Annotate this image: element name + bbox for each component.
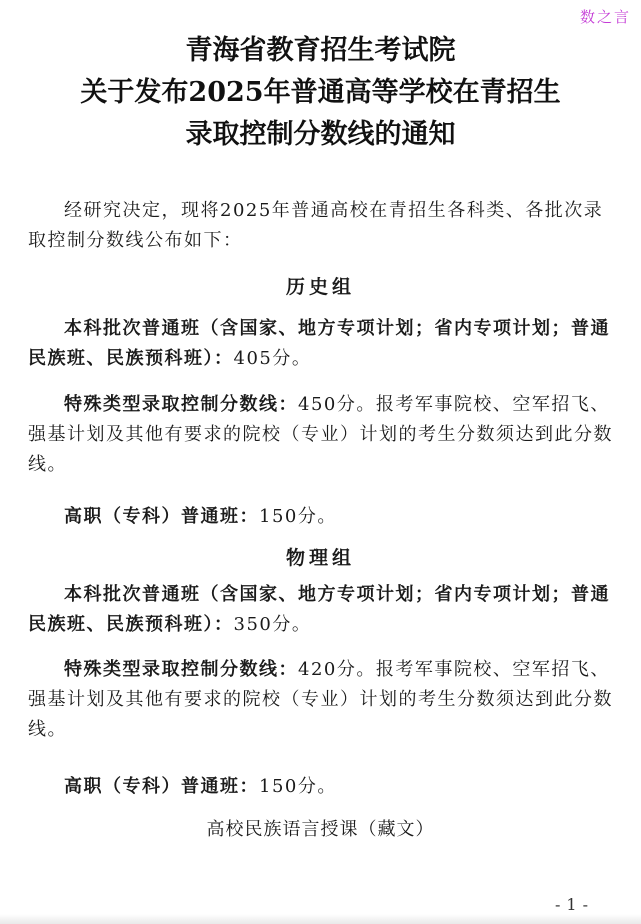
history-undergrad-paragraph <box>28 314 616 374</box>
physics-special-label: 特殊类型录取控制分数线： <box>64 659 298 680</box>
history-vocational-label: 高职（专科）普通班： <box>64 506 259 527</box>
history-group-heading: 历史组 <box>285 276 355 298</box>
physics-group-heading: 物理组 <box>285 547 355 569</box>
physics-special-paragraph <box>28 655 616 745</box>
physics-vocational-label: 高职（专科）普通班： <box>64 776 259 797</box>
physics-undergrad-value: 350分。 <box>233 614 312 635</box>
title-line-1: 青海省教育招生考试院 <box>185 35 456 66</box>
title-line-2: 关于发布2025年普通高等学校在青招生 <box>80 77 561 108</box>
physics-special-value: 420分。报考军事院校、空军招飞、强基计划及其他有要求的院校（专业）计划的考生分数须达到此分数线。 <box>28 659 613 740</box>
history-undergrad-label: 本科批次普通班（含国家、地方专项计划；省内专项计划；普通民族班、民族预科班）： <box>28 318 610 369</box>
history-vocational-value: 150分。 <box>259 506 337 527</box>
history-special-label: 特殊类型录取控制分数线： <box>64 394 298 415</box>
physics-undergrad-paragraph <box>28 580 616 640</box>
physics-undergrad-label: 本科批次普通班（含国家、地方专项计划；省内专项计划；普通民族班、民族预科班）： <box>28 584 610 635</box>
page-number: -1- <box>555 895 594 914</box>
physics-vocational-value: 150分。 <box>259 776 337 797</box>
scan-edge-shadow <box>0 914 641 924</box>
physics-vocational-paragraph <box>28 772 616 802</box>
history-vocational-paragraph <box>28 502 616 532</box>
history-special-value: 450分。报考军事院校、空军招飞、强基计划及其他有要求的院校（专业）计划的考生分数须达到此分数线。 <box>28 394 613 475</box>
history-special-paragraph <box>28 390 616 480</box>
watermark-logo: 数之言 <box>579 8 631 26</box>
tibetan-section-heading: 高校民族语言授课（藏文） <box>206 819 435 840</box>
history-undergrad-value: 405分。 <box>233 348 312 369</box>
intro-paragraph: 经研究决定，现将2025年普通高校在青招生各科类、各批次录取控制分数线公布如下： <box>28 200 604 251</box>
title-line-3: 录取控制分数线的通知 <box>185 119 456 150</box>
